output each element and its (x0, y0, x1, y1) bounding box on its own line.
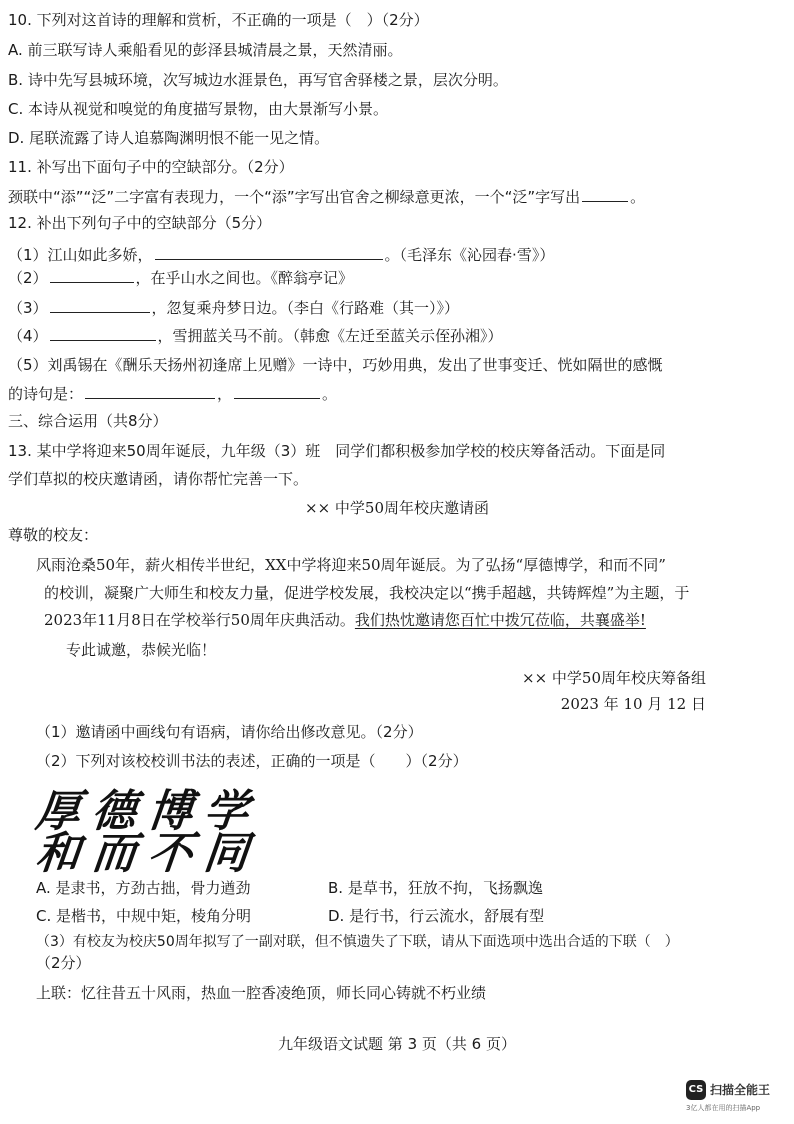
q10-option-b: B. 诗中先写县城环境，次写城边水涯景色，再写官舍驿楼之景，层次分明。 (8, 71, 508, 89)
q13-options-row1 (36, 878, 724, 898)
q12-item-1-before: （1）江山如此多娇， (8, 246, 153, 264)
letter-body-line3-start: 2023年11月8日在学校举行50周年庆典活动。 (44, 611, 355, 629)
q12-item-5-mid: ， (217, 385, 233, 403)
scanner-tagline: 3亿人都在用的扫描App (686, 1104, 761, 1112)
q12-item-3-before: （3） (8, 299, 48, 317)
q12-item-2 (8, 268, 724, 288)
q11-text-before: 颈联中“添”“泛”二字富有表现力，一个“添”字写出官舍之柳绿意更浓，一个“泛”字写出 (8, 188, 581, 206)
q12-item-4-after: ，雪拥蓝关马不前。（韩愈《左迁至蓝关示侄孙湘》） (157, 327, 503, 345)
answer-blank (85, 384, 215, 399)
camscanner-logo-icon: CS (686, 1080, 706, 1100)
q13-option-c: C. 是楷书，中规中矩，棱角分明 (36, 907, 252, 925)
answer-blank (50, 268, 134, 283)
answer-blank (582, 187, 628, 202)
q12-item-4-before: （4） (8, 327, 48, 345)
q13-option-d: D. 是行书，行云流水，舒展有型 (328, 907, 545, 925)
q13-sub1: （1）邀请函中画线句有语病，请你给出修改意见。（2分） (36, 723, 423, 741)
q11-text (8, 187, 724, 207)
couplet-first-line: 上联：忆往昔五十风雨，热血一腔香凌绝顶，师长同心铸就不朽业绩 (36, 984, 487, 1002)
letter-body-line3 (44, 610, 724, 630)
section-3-heading: 三、综合运用（共8分） (8, 412, 168, 430)
q12-item-2-after: ，在乎山水之间也。《醉翁亭记》 (135, 269, 354, 287)
q10-option-d: D. 尾联流露了诗人追慕陶渊明恨不能一见之情。 (8, 129, 330, 147)
q12-item-5-before: 的诗句是： (8, 385, 84, 403)
q13-sub3-line2: （2分） (36, 954, 91, 972)
q12-item-3 (8, 298, 724, 318)
calligraphy-line2: 和而不同 (33, 828, 263, 879)
q11-stem: 11. 补写出下面句子中的空缺部分。（2分） (8, 158, 294, 176)
scanner-watermark (686, 1080, 782, 1116)
q12-item-4 (8, 326, 724, 346)
q10-option-c: C. 本诗从视觉和嗅觉的角度描写景物，由大景渐写小景。 (8, 100, 389, 118)
letter-salutation: 尊敬的校友： (8, 526, 99, 544)
q13-sub3-line1: （3）有校友为校庆50周年拟写了一副对联，但不慎遗失了下联，请从下面选项中选出合适的下联（ ） (36, 934, 679, 950)
calligraphy-line1: 厚德博学 (33, 786, 263, 837)
letter-closing: 专此诚邀，恭候光临！ (66, 641, 217, 659)
letter-date: 2023 年 10 月 12 日 (560, 695, 706, 713)
q10-option-a: A. 前三联写诗人乘船看见的彭泽县城清晨之景，天然清丽。 (8, 41, 403, 59)
q12-item-1 (8, 245, 724, 265)
q10-stem: 10. 下列对这首诗的理解和赏析，不正确的一项是（ ）（2分） (8, 11, 429, 29)
q12-item-5-line1: （5）刘禹锡在《酬乐天扬州初逢席上见赠》一诗中，巧妙用典，发出了世事变迁、恍如隔世的感慨 (8, 356, 663, 374)
letter-body-line1: 风雨沧桑50年，薪火相传半世纪，XX中学将迎来50周年诞辰。为了弘扬“厚德博学，和而不同” (36, 556, 666, 574)
page-footer: 九年级语文试题 第 3 页（共 6 页） (278, 1035, 516, 1053)
q12-item-5-line2 (8, 384, 724, 404)
letter-title: ×× 中学50周年校庆邀请函 (305, 499, 489, 517)
q11-text-after: 。 (630, 188, 646, 206)
q13-options-row2 (36, 906, 724, 926)
scanner-app-name: 扫描全能王 (710, 1083, 771, 1097)
letter-body-line2: 的校训，凝聚广大师生和校友力量，促进学校发展，我校决定以“携手超越，共铸辉煌”为主题，于 (44, 584, 690, 602)
answer-blank (155, 245, 383, 260)
q12-item-5-after: 。 (322, 385, 338, 403)
q12-item-3-after: ，忽复乘舟梦日边。（李白《行路难（其一）》） (151, 299, 460, 317)
q12-stem: 12. 补出下列句子中的空缺部分（5分） (8, 214, 272, 232)
q13-option-b: B. 是草书，狂放不拘，飞扬飘逸 (328, 879, 543, 897)
q13-option-a: A. 是隶书，方劲古拙，骨力遒劲 (36, 879, 251, 897)
q12-item-2-before: （2） (8, 269, 48, 287)
answer-blank (50, 298, 150, 313)
q13-sub2: （2）下列对该校校训书法的表述，正确的一项是（ ）（2分） (36, 752, 468, 770)
letter-signer: ×× 中学50周年校庆筹备组 (522, 669, 706, 687)
q13-stem-line2: 学们草拟的校庆邀请函，请你帮忙完善一下。 (8, 470, 309, 488)
q12-item-1-after: 。（毛泽东《沁园春·雪》） (384, 246, 555, 264)
answer-blank (50, 326, 156, 341)
q13-stem-line1: 13. 某中学将迎来50周年诞辰，九年级（3）班 同学们都积极参加学校的校庆筹备活动。下面是同 (8, 442, 666, 460)
answer-blank (234, 384, 320, 399)
underlined-sentence: 我们热忱邀请您百忙中拨冗莅临，共襄盛举! (354, 611, 646, 629)
